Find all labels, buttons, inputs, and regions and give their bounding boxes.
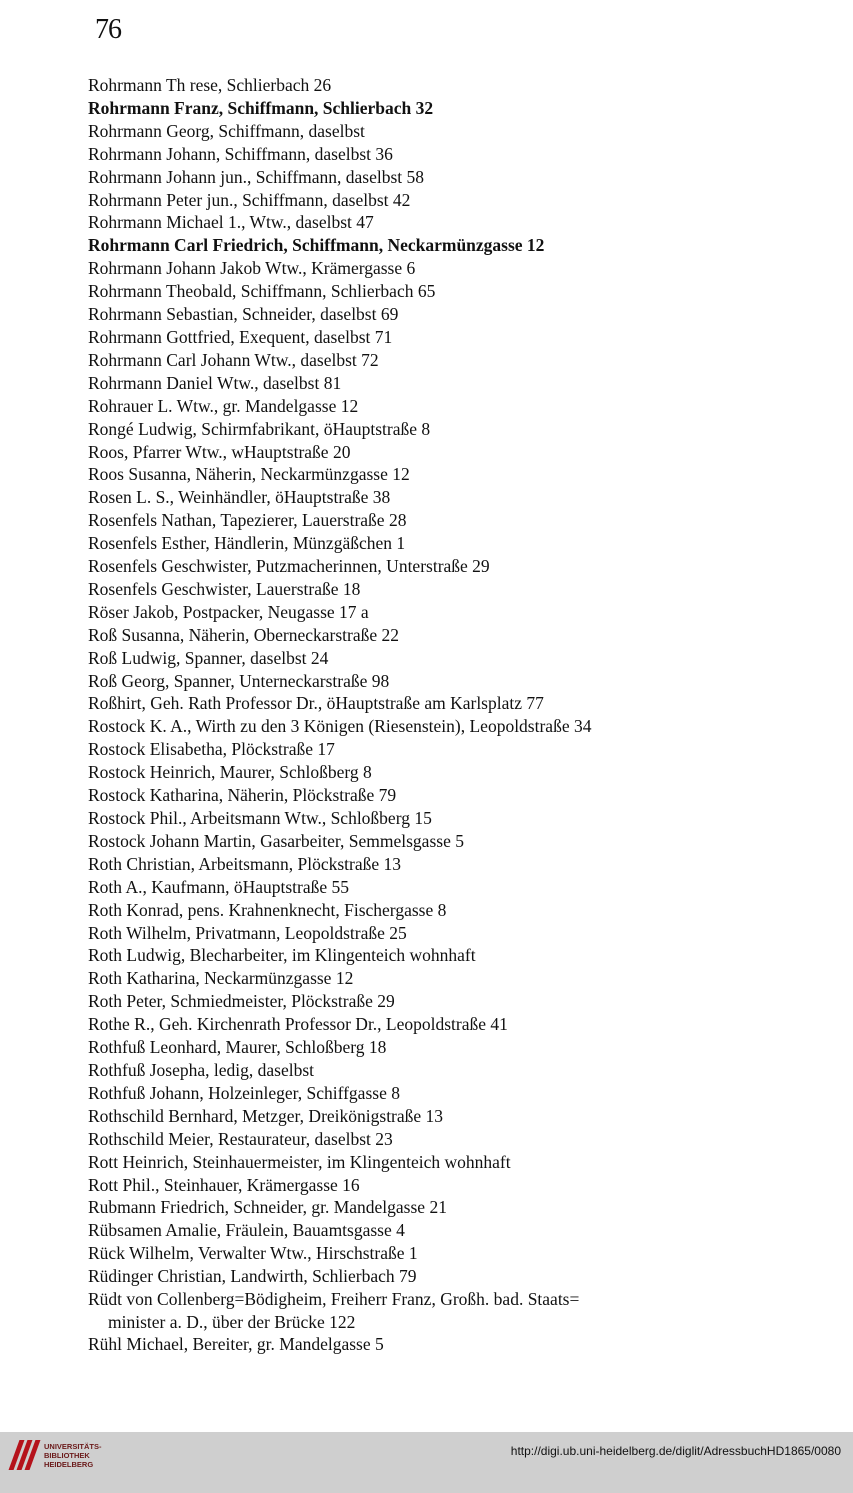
directory-entry: Rohrmann Theobald, Schiffmann, Schlierbach 65 [88, 281, 436, 302]
directory-entry: Roth Konrad, pens. Krahnenknecht, Fischergasse 8 [88, 899, 447, 920]
directory-entry: Roth Peter, Schmiedmeister, Plöckstraße 29 [88, 991, 395, 1012]
directory-entry: Rohrmann Peter jun., Schiffmann, daselbst 42 [88, 189, 411, 210]
directory-entry-wrapped [88, 1288, 833, 1333]
directory-entry: Roos Susanna, Näherin, Neckarmünzgasse 12 [88, 464, 410, 485]
directory-entries [88, 74, 833, 1356]
directory-entry: Rübsamen Amalie, Fräulein, Bauamtsgasse 4 [88, 1220, 405, 1241]
directory-entry: Rohrauer L. Wtw., gr. Mandelgasse 12 [88, 395, 359, 416]
directory-entry: Rostock K. A., Wirth zu den 3 Königen (Riesenstein), Leopoldstraße 34 [88, 716, 592, 737]
directory-entry: Rohrmann Georg, Schiffmann, daselbst [88, 120, 365, 141]
directory-entry: Rott Heinrich, Steinhauermeister, im Klingenteich wohnhaft [88, 1151, 511, 1172]
directory-entry: Rothschild Meier, Restaurateur, daselbst 23 [88, 1128, 393, 1149]
directory-entry: Rothfuß Leonhard, Maurer, Schloßberg 18 [88, 1037, 387, 1058]
directory-entry: Rostock Katharina, Näherin, Plöckstraße 79 [88, 785, 397, 806]
directory-entry: Rongé Ludwig, Schirmfabrikant, öHauptstraße 8 [88, 418, 431, 439]
directory-entry: Rück Wilhelm, Verwalter Wtw., Hirschstraße 1 [88, 1243, 418, 1264]
directory-entry: Roß Ludwig, Spanner, daselbst 24 [88, 647, 329, 668]
entry-line-2: minister a. D., über der Brücke 122 [108, 1311, 356, 1332]
directory-entry: Roß Georg, Spanner, Unterneckarstraße 98 [88, 670, 390, 691]
directory-entry: Rothfuß Johann, Holzeinleger, Schiffgasse 8 [88, 1082, 400, 1103]
library-logo-icon [10, 1441, 38, 1469]
directory-entry: Rohrmann Michael 1., Wtw., daselbst 47 [88, 212, 374, 233]
directory-entry: Roth Christian, Arbeitsmann, Plöckstraße 13 [88, 853, 402, 874]
directory-entry: Roßhirt, Geh. Rath Professor Dr., öHauptstraße am Karlsplatz 77 [88, 693, 544, 714]
directory-entry: Roth A., Kaufmann, öHauptstraße 55 [88, 876, 349, 897]
logo-line-1: UNIVERSITÄTS- [44, 1441, 102, 1451]
directory-entry: Rosenfels Esther, Händlerin, Münzgäßchen 1 [88, 533, 406, 554]
directory-entry: Rohrmann Johann, Schiffmann, daselbst 36 [88, 143, 393, 164]
directory-entry: Rosenfels Geschwister, Putzmacherinnen, Unterstraße 29 [88, 556, 490, 577]
directory-entry: Rubmann Friedrich, Schneider, gr. Mandelgasse 21 [88, 1197, 447, 1218]
footer-bar [0, 1432, 853, 1493]
directory-entry: Rohrmann Daniel Wtw., daselbst 81 [88, 372, 342, 393]
directory-entry-last: Rühl Michael, Bereiter, gr. Mandelgasse 5 [88, 1334, 384, 1355]
directory-entry: Rohrmann Th rese, Schlierbach 26 [88, 75, 332, 95]
directory-entry: Rohrmann Gottfried, Exequent, daselbst 71 [88, 326, 393, 347]
directory-entry: Rosenfels Geschwister, Lauerstraße 18 [88, 578, 361, 599]
directory-entry: Rosenfels Nathan, Tapezierer, Lauerstraße 28 [88, 510, 407, 531]
source-url-link[interactable]: http://digi.ub.uni-heidelberg.de/diglit/AdressbuchHD1865/0080 [510, 1444, 841, 1458]
directory-entry: Roß Susanna, Näherin, Oberneckarstraße 22 [88, 624, 400, 645]
directory-entry: Roth Ludwig, Blecharbeiter, im Klingenteich wohnhaft [88, 945, 476, 966]
directory-entry: Rothfuß Josepha, ledig, daselbst [88, 1059, 315, 1080]
logo-line-3: HEIDELBERG [44, 1459, 94, 1469]
directory-entry: Roos, Pfarrer Wtw., wHauptstraße 20 [88, 441, 351, 462]
page-number: 76 [95, 14, 121, 45]
directory-entry: Rothe R., Geh. Kirchenrath Professor Dr., Leopoldstraße 41 [88, 1014, 508, 1035]
directory-entry: Roth Katharina, Neckarmünzgasse 12 [88, 968, 354, 989]
library-logo-text [44, 1442, 102, 1469]
directory-entry: Rott Phil., Steinhauer, Krämergasse 16 [88, 1174, 360, 1195]
library-logo[interactable] [10, 1441, 102, 1469]
directory-entry: Rohrmann Carl Friedrich, Schiffmann, Neckarmünzgasse 12 [88, 235, 545, 256]
directory-entry: Rohrmann Franz, Schiffmann, Schlierbach 32 [88, 97, 434, 118]
directory-entry: Rohrmann Johann jun., Schiffmann, daselbst 58 [88, 166, 425, 187]
directory-entry: Rosen L. S., Weinhändler, öHauptstraße 38 [88, 487, 391, 508]
directory-entry: Rostock Phil., Arbeitsmann Wtw., Schloßberg 15 [88, 808, 432, 828]
directory-entry: Röser Jakob, Postpacker, Neugasse 17 a [88, 601, 369, 622]
logo-line-2: BIBLIOTHEK [44, 1450, 90, 1460]
directory-entry: Rostock Elisabetha, Plöckstraße 17 [88, 739, 335, 760]
entry-line-1: Rüdt von Collenberg=Bödigheim, Freiherr Franz, Großh. bad. Staats= [88, 1289, 580, 1310]
directory-entry: Rohrmann Carl Johann Wtw., daselbst 72 [88, 349, 379, 370]
directory-entry: Rohrmann Johann Jakob Wtw., Krämergasse 6 [88, 258, 416, 279]
directory-entry: Rüdinger Christian, Landwirth, Schlierbach 79 [88, 1266, 417, 1287]
directory-entry: Rostock Johann Martin, Gasarbeiter, Semmelsgasse 5 [88, 830, 464, 851]
directory-entry: Rohrmann Sebastian, Schneider, daselbst 69 [88, 304, 399, 325]
directory-entry: Rothschild Bernhard, Metzger, Dreikönigstraße 13 [88, 1105, 444, 1126]
directory-entry: Roth Wilhelm, Privatmann, Leopoldstraße 25 [88, 922, 407, 943]
directory-entry: Rostock Heinrich, Maurer, Schloßberg 8 [88, 762, 372, 783]
